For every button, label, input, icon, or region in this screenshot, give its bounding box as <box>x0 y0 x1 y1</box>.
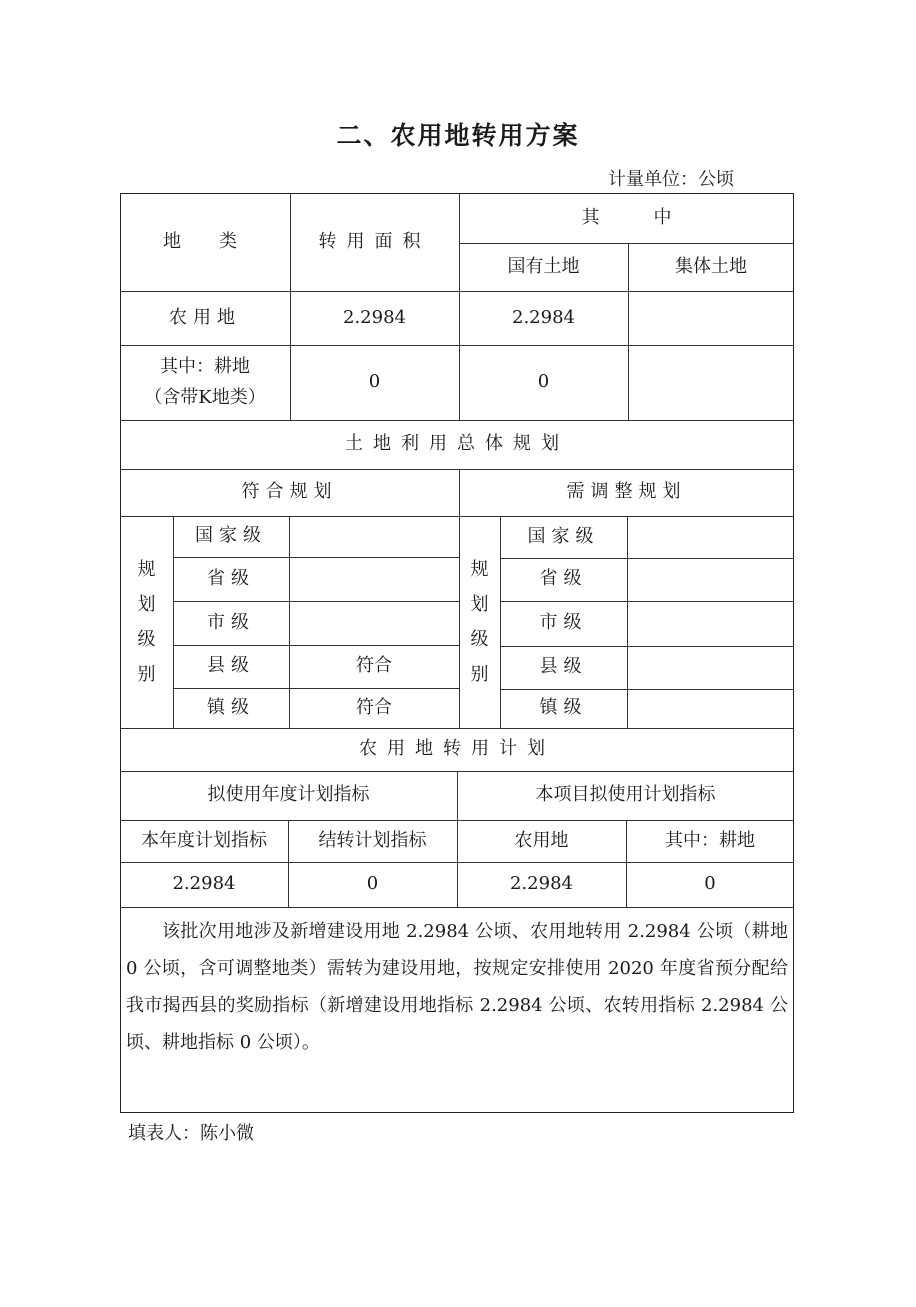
conform-level-county: 县级 <box>207 655 255 677</box>
level-char: 划 <box>470 593 489 615</box>
form-filler: 填表人：陈小微 <box>128 1123 254 1144</box>
row-cultivated-collective <box>628 345 794 420</box>
adjust-value-county <box>627 646 794 689</box>
plan-col-farmland: 农用地 <box>514 829 569 851</box>
adjust-level-national: 国家级 <box>527 525 600 547</box>
conform-level-label <box>120 516 173 728</box>
plan-col-cultivated: 其中：耕地 <box>665 829 755 851</box>
planning-conform: 符合规划 <box>241 481 338 503</box>
level-char: 级 <box>470 629 489 650</box>
row-cultivated-area: 0 <box>368 371 381 393</box>
level-char: 规 <box>470 558 489 580</box>
adjust-value-town <box>627 689 794 728</box>
plan-val-farmland: 2.2984 <box>510 873 573 895</box>
level-char: 规 <box>137 558 156 580</box>
measurement-unit: 计量单位：公顷 <box>608 169 734 190</box>
plan-annual-index: 拟使用年度计划指标 <box>207 784 370 806</box>
planning-adjust: 需调整规划 <box>566 481 687 503</box>
adjust-level-label <box>459 516 500 728</box>
row-cultivated-state: 0 <box>537 371 550 393</box>
conform-level-province: 省级 <box>207 567 255 589</box>
adjust-level-city: 市级 <box>539 612 588 634</box>
level-char: 别 <box>470 664 489 686</box>
plan-heading: 农用地转用计划 <box>359 738 555 760</box>
adjust-level-county: 县级 <box>539 656 588 678</box>
row-farmland-collective <box>628 291 794 345</box>
adjust-value-province <box>627 558 794 601</box>
conform-value-town: 符合 <box>356 696 392 718</box>
adjust-level-town: 镇级 <box>539 697 588 719</box>
plan-project-index: 本项目拟使用计划指标 <box>535 784 716 806</box>
conform-level-town: 镇级 <box>207 696 255 718</box>
header-collective-land: 集体土地 <box>675 255 747 277</box>
plan-col-carryover: 结转计划指标 <box>318 829 427 851</box>
header-area: 转用面积 <box>318 230 431 252</box>
conform-level-national: 国家级 <box>195 525 267 547</box>
level-char: 划 <box>137 593 156 615</box>
row-farmland-area: 2.2984 <box>343 306 406 328</box>
row-cultivated-label <box>120 345 290 420</box>
planning-heading: 土地利用总体规划 <box>345 433 569 455</box>
plan-val-annual: 2.2984 <box>172 873 236 895</box>
adjust-value-national <box>627 516 794 558</box>
level-char: 级 <box>137 629 156 650</box>
adjust-value-city <box>627 601 794 646</box>
header-state-land: 国有土地 <box>507 255 580 277</box>
conform-value-province <box>289 557 459 601</box>
conform-value-city <box>289 601 459 645</box>
plan-val-cultivated: 0 <box>704 873 716 895</box>
rule <box>120 907 794 908</box>
level-char: 别 <box>137 664 156 686</box>
row-cultivated-label-line2: （含带K地类） <box>144 386 266 408</box>
conform-level-city: 市级 <box>207 611 255 633</box>
adjust-level-province: 省级 <box>539 568 588 590</box>
row-farmland-label: 农用地 <box>169 306 241 328</box>
conform-value-national <box>289 516 459 557</box>
header-land-type: 地 类 <box>163 230 247 252</box>
conform-value-county: 符合 <box>356 655 392 677</box>
plan-col-annual: 本年度计划指标 <box>141 829 267 851</box>
row-cultivated-label-line1: 其中：耕地 <box>160 355 250 377</box>
plan-val-carryover: 0 <box>366 873 379 895</box>
note-paragraph: 该批次用地涉及新增建设用地 2.2984 公顷、农用地转用 2.2984 公顷（耕地 0 公顷，含可调整地类）需转为建设用地，按规定安排使用 2020 年度省预分配给我市揭西县的奖励指标（新增建设用地指标 2.2984 公顷、农转用指标 2.2984 公顷、耕地指标 0 公顷）。 <box>126 921 788 1053</box>
page-title: 二、农用地转用方案 <box>336 121 580 150</box>
row-farmland-state: 2.2984 <box>512 306 575 328</box>
header-among: 其 中 <box>581 206 672 228</box>
